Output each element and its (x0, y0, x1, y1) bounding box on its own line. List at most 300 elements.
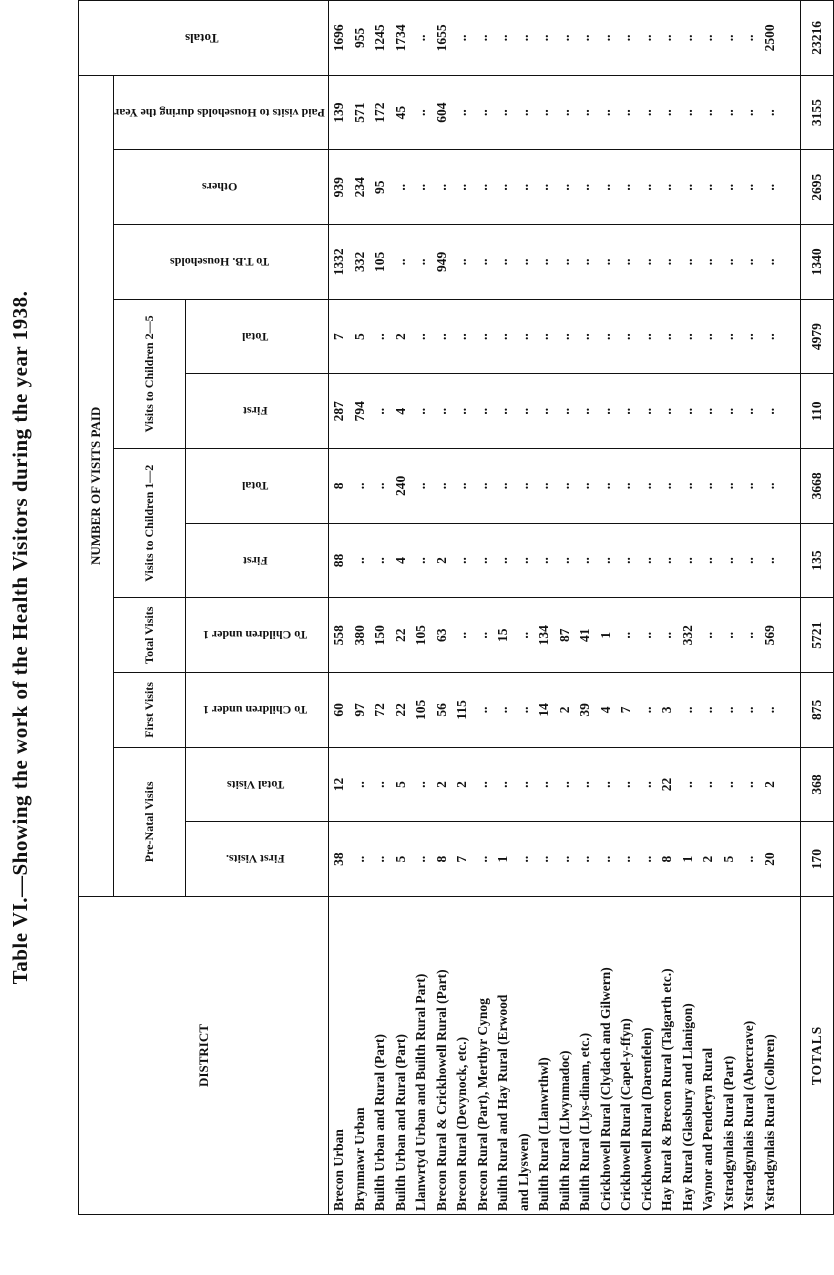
cell-value: .. (575, 1, 596, 76)
table-body (329, 1, 834, 1215)
cell-value: .. (555, 150, 576, 225)
total-value: 5721 (801, 598, 834, 673)
cell-value: .. (370, 523, 391, 598)
district-header: DISTRICT (79, 897, 329, 1215)
totals-header: Totals (79, 1, 329, 76)
cell-value: .. (637, 822, 658, 897)
cell-value: .. (637, 299, 658, 374)
cell-value: .. (760, 75, 781, 150)
children-2-5-first-header: First (186, 374, 329, 449)
cell-value: .. (678, 75, 699, 150)
district-name: Builth Urban and Rural (Part) (370, 897, 391, 1215)
cell-value: .. (739, 374, 760, 449)
table-caption: Table VI.—Showing the work of the Health Visitors during the year 1938. (8, 290, 32, 985)
total-value: 135 (801, 523, 834, 598)
cell-value: .. (760, 523, 781, 598)
cell-value: 5 (391, 822, 412, 897)
cell-value: 1655 (432, 1, 453, 76)
cell-value: .. (575, 225, 596, 300)
cell-value: .. (575, 449, 596, 524)
cell-value: .. (370, 374, 391, 449)
cell-value: 20 (760, 822, 781, 897)
cell-value: .. (575, 747, 596, 822)
cell-value: .. (637, 1, 658, 76)
cell-value: .. (637, 523, 658, 598)
cell-value: 4 (391, 523, 412, 598)
cell-value: .. (698, 598, 719, 673)
cell-value: .. (350, 523, 371, 598)
cell-value: 56 (432, 673, 453, 748)
table-row (739, 1, 760, 1215)
total-value: 3155 (801, 75, 834, 150)
cell-value: 8 (329, 449, 350, 524)
district-name: Ystradgynlais Rural (Part) (719, 897, 740, 1215)
district-name: Hay Rural & Brecon Rural (Talgarth etc.) (657, 897, 678, 1215)
cell-value: .. (698, 225, 719, 300)
cell-value: 39 (575, 673, 596, 748)
cell-value: 332 (350, 225, 371, 300)
cell-value: .. (596, 523, 617, 598)
cell-value: 604 (432, 75, 453, 150)
cell-value: 172 (370, 75, 391, 150)
cell-value: .. (698, 374, 719, 449)
total-value: 3668 (801, 449, 834, 524)
cell-value: .. (432, 150, 453, 225)
district-name: Brecon Rural (Part), Merthyr Cynog (473, 897, 494, 1215)
cell-value: .. (637, 150, 658, 225)
cell-value: .. (473, 449, 494, 524)
cell-value: .. (514, 75, 535, 150)
cell-value: .. (452, 299, 473, 374)
total-value: 1340 (801, 225, 834, 300)
cell-value: 2 (432, 747, 453, 822)
cell-value: .. (637, 75, 658, 150)
paid-visits-header: Paid visits to Households during the Year (114, 75, 329, 150)
cell-value: .. (657, 374, 678, 449)
cell-value: .. (350, 747, 371, 822)
cell-value: .. (657, 598, 678, 673)
cell-value: .. (432, 449, 453, 524)
cell-value: .. (534, 449, 555, 524)
cell-value: 60 (329, 673, 350, 748)
children-1-2-total-header: Total (186, 449, 329, 524)
cell-value: .. (555, 747, 576, 822)
cell-value: .. (616, 150, 637, 225)
cell-value: .. (411, 75, 432, 150)
cell-value: .. (678, 1, 699, 76)
cell-value: .. (616, 523, 637, 598)
cell-value: .. (493, 1, 514, 76)
cell-value: 240 (391, 449, 412, 524)
cell-value: .. (760, 150, 781, 225)
cell-value: .. (698, 150, 719, 225)
cell-value: .. (493, 299, 514, 374)
cell-value: 45 (391, 75, 412, 150)
cell-value: 234 (350, 150, 371, 225)
cell-value: .. (534, 1, 555, 76)
cell-value: 4 (391, 374, 412, 449)
cell-value: .. (678, 225, 699, 300)
cell-value: 2 (432, 523, 453, 598)
cell-value: 4 (596, 673, 617, 748)
cell-value: .. (473, 673, 494, 748)
cell-value: .. (596, 822, 617, 897)
table-row (493, 1, 514, 1215)
district-name: Crickhowell Rural (Capel-y-ffyn) (616, 897, 637, 1215)
district-name: Brynmawr Urban (350, 897, 371, 1215)
cell-value: .. (637, 747, 658, 822)
cell-value: .. (616, 75, 637, 150)
cell-value: .. (637, 374, 658, 449)
cell-value: .. (739, 75, 760, 150)
cell-value: .. (657, 299, 678, 374)
cell-value: .. (514, 523, 535, 598)
cell-value: .. (698, 299, 719, 374)
cell-value: .. (534, 822, 555, 897)
table-row (411, 1, 432, 1215)
cell-value: 1 (493, 822, 514, 897)
cell-value: 115 (452, 673, 473, 748)
cell-value: .. (719, 747, 740, 822)
cell-value: 22 (391, 673, 412, 748)
cell-value: .. (452, 374, 473, 449)
cell-value: .. (452, 1, 473, 76)
cell-value: .. (555, 225, 576, 300)
cell-value: .. (534, 374, 555, 449)
district-name: and Llyswen) (514, 897, 535, 1215)
cell-value: .. (739, 598, 760, 673)
cell-value: .. (637, 449, 658, 524)
cell-value: 5 (391, 747, 412, 822)
cell-value: .. (719, 150, 740, 225)
cell-value: 1734 (391, 1, 412, 76)
cell-value: 2 (698, 822, 719, 897)
table-row (760, 1, 781, 1215)
cell-value: .. (555, 75, 576, 150)
cell-value: 287 (329, 374, 350, 449)
table-row (596, 1, 617, 1215)
cell-value: 88 (329, 523, 350, 598)
cell-value: .. (596, 1, 617, 76)
cell-value: .. (555, 1, 576, 76)
cell-value: 5 (350, 299, 371, 374)
cell-value: .. (391, 150, 412, 225)
cell-value: .. (678, 150, 699, 225)
table-row (698, 1, 719, 1215)
cell-value: .. (698, 1, 719, 76)
children-1-2-header: Visits to Children 1—2 (114, 449, 186, 598)
cell-value: .. (739, 225, 760, 300)
cell-value: 7 (452, 822, 473, 897)
cell-value: .. (719, 449, 740, 524)
cell-value: 139 (329, 75, 350, 150)
cell-value: .. (616, 374, 637, 449)
cell-value: .. (678, 673, 699, 748)
cell-value: .. (411, 1, 432, 76)
cell-value: 15 (493, 598, 514, 673)
cell-value: .. (534, 747, 555, 822)
cell-value: .. (760, 299, 781, 374)
cell-value: .. (575, 374, 596, 449)
cell-value: .. (657, 225, 678, 300)
cell-value: .. (370, 299, 391, 374)
cell-value: .. (473, 747, 494, 822)
cell-value: .. (473, 299, 494, 374)
first-visits-header: First Visits (114, 673, 186, 748)
cell-value: .. (493, 673, 514, 748)
cell-value: .. (657, 150, 678, 225)
cell-value: .. (452, 449, 473, 524)
cell-value: .. (575, 523, 596, 598)
cell-value: .. (534, 523, 555, 598)
total-value: 368 (801, 747, 834, 822)
cell-value: .. (739, 299, 760, 374)
cell-value: 955 (350, 1, 371, 76)
table-row (616, 1, 637, 1215)
cell-value: .. (719, 598, 740, 673)
district-name: Vaynor and Penderyn Rural (698, 897, 719, 1215)
district-name: Crickhowell Rural (Clydach and Gilwern) (596, 897, 617, 1215)
district-name: Brecon Rural (Devynock, etc.) (452, 897, 473, 1215)
health-visitors-table (78, 0, 834, 1215)
total-value: 4979 (801, 299, 834, 374)
cell-value: .. (616, 299, 637, 374)
table-row (678, 1, 699, 1215)
cell-value: .. (452, 225, 473, 300)
district-name: Brecon Urban (329, 897, 350, 1215)
cell-value: .. (596, 75, 617, 150)
totals-row (801, 1, 834, 1215)
cell-value: .. (596, 449, 617, 524)
cell-value: 7 (616, 673, 637, 748)
cell-value: .. (514, 299, 535, 374)
table-row (637, 1, 658, 1215)
cell-value: .. (596, 225, 617, 300)
cell-value: .. (739, 822, 760, 897)
district-name: Hay Rural (Glasbury and Llanigon) (678, 897, 699, 1215)
cell-value: 87 (555, 598, 576, 673)
cell-value: .. (698, 75, 719, 150)
cell-value: 63 (432, 598, 453, 673)
table-row (370, 1, 391, 1215)
cell-value: .. (698, 523, 719, 598)
pre-natal-header: Pre-Natal Visits (114, 747, 186, 896)
cell-value: .. (657, 1, 678, 76)
total-visits-header: Total Visits (114, 598, 186, 673)
cell-value: .. (678, 299, 699, 374)
cell-value: .. (452, 523, 473, 598)
cell-value: .. (555, 299, 576, 374)
cell-value: 22 (391, 598, 412, 673)
cell-value: .. (514, 1, 535, 76)
table-row (514, 1, 535, 1215)
cell-value: 3 (657, 673, 678, 748)
cell-value: .. (739, 747, 760, 822)
cell-value: .. (493, 225, 514, 300)
cell-value: .. (678, 374, 699, 449)
cell-value: 2 (452, 747, 473, 822)
district-name: Builth Rural (Llwynmadoc) (555, 897, 576, 1215)
district-name: Crickhowell Rural (Darenfelen) (637, 897, 658, 1215)
district-name: Builth Rural and Hay Rural (Erwood (493, 897, 514, 1215)
cell-value: .. (411, 523, 432, 598)
cell-value: .. (452, 150, 473, 225)
cell-value: .. (411, 150, 432, 225)
cell-value: .. (575, 299, 596, 374)
cell-value: 95 (370, 150, 391, 225)
cell-value: .. (719, 673, 740, 748)
cell-value: .. (493, 523, 514, 598)
table-row (534, 1, 555, 1215)
cell-value: .. (719, 1, 740, 76)
children-2-5-total-header: Total (186, 299, 329, 374)
cell-value: .. (514, 673, 535, 748)
cell-value: 5 (719, 822, 740, 897)
cell-value: .. (760, 673, 781, 748)
cell-value: 794 (350, 374, 371, 449)
cell-value: .. (473, 1, 494, 76)
cell-value: .. (370, 449, 391, 524)
table-row (452, 1, 473, 1215)
prenatal-total-header: Total Visits (186, 747, 329, 822)
cell-value: .. (411, 299, 432, 374)
total-value: 110 (801, 374, 834, 449)
cell-value: .. (739, 150, 760, 225)
cell-value: .. (698, 449, 719, 524)
cell-value: .. (739, 449, 760, 524)
cell-value: .. (616, 822, 637, 897)
district-name: Builth Urban and Rural (Part) (391, 897, 412, 1215)
cell-value: 2500 (760, 1, 781, 76)
cell-value: .. (637, 673, 658, 748)
cell-value: .. (555, 374, 576, 449)
cell-value: 8 (657, 822, 678, 897)
cell-value: 1245 (370, 1, 391, 76)
table-row (350, 1, 371, 1215)
cell-value: 8 (432, 822, 453, 897)
cell-value: .. (555, 449, 576, 524)
visits-paid-header: NUMBER OF VISITS PAID (79, 75, 114, 896)
cell-value: .. (452, 598, 473, 673)
total-value: 170 (801, 822, 834, 897)
table-row (432, 1, 453, 1215)
cell-value: .. (493, 747, 514, 822)
children-2-5-header: Visits to Children 2—5 (114, 299, 186, 448)
cell-value: 22 (657, 747, 678, 822)
cell-value: 38 (329, 822, 350, 897)
cell-value: 97 (350, 673, 371, 748)
cell-value: .. (555, 523, 576, 598)
cell-value: .. (575, 75, 596, 150)
cell-value: 949 (432, 225, 453, 300)
table-row (391, 1, 412, 1215)
cell-value: .. (514, 374, 535, 449)
cell-value: 150 (370, 598, 391, 673)
cell-value: .. (739, 1, 760, 76)
cell-value: 14 (534, 673, 555, 748)
cell-value: .. (514, 150, 535, 225)
cell-value: .. (473, 822, 494, 897)
cell-value: 939 (329, 150, 350, 225)
totals-label: TOTALS (801, 897, 834, 1215)
cell-value: .. (657, 449, 678, 524)
cell-value: .. (719, 299, 740, 374)
total-value: 875 (801, 673, 834, 748)
cell-value: 41 (575, 598, 596, 673)
cell-value: 7 (329, 299, 350, 374)
cell-value: .. (616, 747, 637, 822)
others-header: Others (114, 150, 329, 225)
cell-value: .. (637, 598, 658, 673)
cell-value: .. (698, 747, 719, 822)
district-name: Ystradgynlais Rural (Abercrave) (739, 897, 760, 1215)
cell-value: .. (616, 1, 637, 76)
prenatal-first-header: First Visits. (186, 822, 329, 897)
cell-value: .. (493, 75, 514, 150)
cell-value: 1 (678, 822, 699, 897)
district-name: Brecon Rural & Crickhowell Rural (Part) (432, 897, 453, 1215)
cell-value: .. (575, 150, 596, 225)
cell-value: .. (616, 225, 637, 300)
first-under-1-header: To Children under 1 (186, 673, 329, 748)
cell-value: .. (473, 225, 494, 300)
total-value: 2695 (801, 150, 834, 225)
cell-value: .. (534, 225, 555, 300)
cell-value: 2 (760, 747, 781, 822)
cell-value: 72 (370, 673, 391, 748)
table-row (555, 1, 576, 1215)
cell-value: .. (534, 299, 555, 374)
cell-value: .. (637, 225, 658, 300)
district-name: Builth Rural (Llanwrthwl) (534, 897, 555, 1215)
cell-value: .. (596, 299, 617, 374)
cell-value: .. (596, 747, 617, 822)
cell-value: .. (350, 449, 371, 524)
cell-value: .. (575, 822, 596, 897)
cell-value: 1696 (329, 1, 350, 76)
cell-value: .. (596, 374, 617, 449)
cell-value: .. (473, 374, 494, 449)
children-1-2-first-header: First (186, 523, 329, 598)
cell-value: .. (514, 449, 535, 524)
cell-value: .. (534, 75, 555, 150)
cell-value: .. (719, 523, 740, 598)
cell-value: .. (473, 523, 494, 598)
table-row (657, 1, 678, 1215)
cell-value: .. (719, 374, 740, 449)
cell-value: .. (678, 523, 699, 598)
total-under-1-header: To Children under 1 (186, 598, 329, 673)
cell-value: .. (657, 75, 678, 150)
cell-value: .. (514, 225, 535, 300)
cell-value: 2 (555, 673, 576, 748)
cell-value: .. (493, 449, 514, 524)
cell-value: .. (760, 374, 781, 449)
cell-value: 2 (391, 299, 412, 374)
cell-value: .. (616, 449, 637, 524)
cell-value: .. (493, 150, 514, 225)
cell-value: .. (514, 747, 535, 822)
cell-value: .. (473, 598, 494, 673)
cell-value: .. (678, 747, 699, 822)
cell-value: .. (760, 449, 781, 524)
cell-value: .. (698, 673, 719, 748)
cell-value: 105 (370, 225, 391, 300)
cell-value: 380 (350, 598, 371, 673)
cell-value: .. (657, 523, 678, 598)
cell-value: .. (452, 75, 473, 150)
cell-value: 1 (596, 598, 617, 673)
